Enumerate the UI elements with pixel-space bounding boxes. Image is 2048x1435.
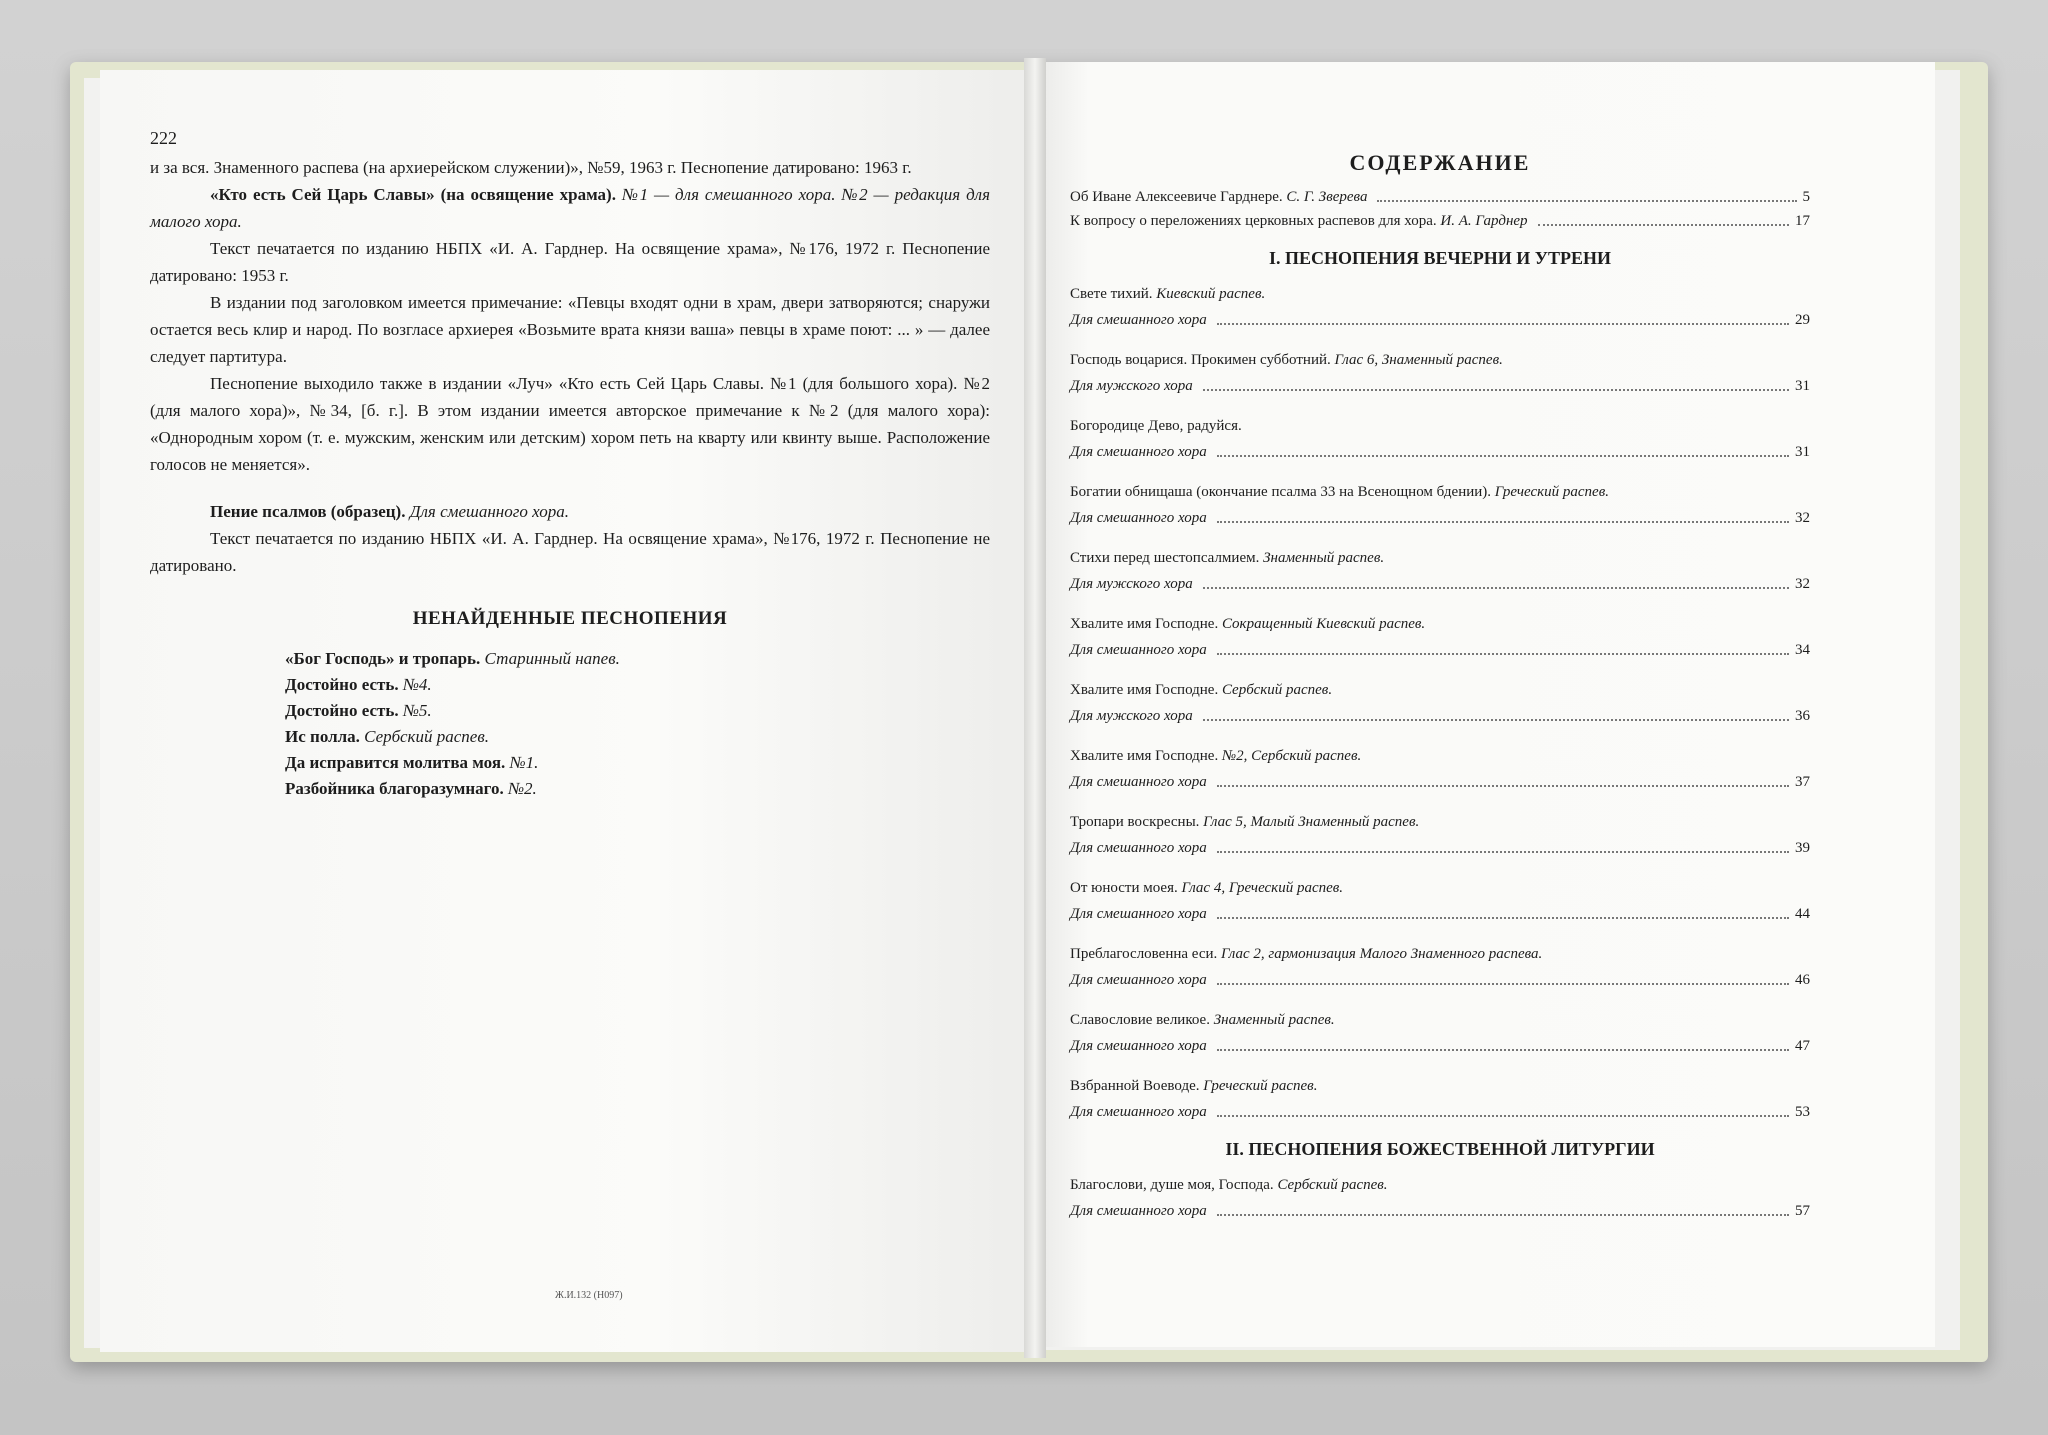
entry-title: Об Иване Алексеевиче Гарднере. <box>1070 189 1283 205</box>
page-ref: 39 <box>1795 840 1810 856</box>
list-item <box>285 750 990 776</box>
page-ref: 34 <box>1795 642 1810 658</box>
paragraph <box>150 154 990 181</box>
list-item <box>285 698 990 724</box>
leader-dots <box>1217 455 1789 457</box>
entry-choir: Для смешанного хора <box>1070 840 1207 856</box>
item-title: Разбойника благоразумнаго. <box>285 779 504 798</box>
page-ref: 32 <box>1795 576 1810 592</box>
paragraph <box>150 181 990 235</box>
item-note: Сербский распев. <box>359 727 489 746</box>
entry-title-line <box>1070 743 1810 769</box>
leader-dots <box>1217 1049 1789 1051</box>
entry-title-line <box>1070 281 1810 307</box>
entry-sub-line <box>1070 637 1810 663</box>
leader-dots <box>1217 1115 1789 1117</box>
entry-chant: Греческий распев. <box>1199 1078 1318 1094</box>
entry-title: От юности моея. <box>1070 880 1178 896</box>
section-list <box>1070 1172 1810 1224</box>
leader-dots <box>1217 917 1789 919</box>
item-note: №4. <box>398 675 432 694</box>
entry-author: С. Г. Зверева <box>1282 189 1368 205</box>
toc-entry <box>1070 1172 1810 1224</box>
list-item <box>285 672 990 698</box>
item-title: Достойно есть. <box>285 701 399 720</box>
entry-title-line <box>1070 875 1810 901</box>
entry-choir: Для мужского хора <box>1070 378 1193 394</box>
list-item <box>285 776 990 802</box>
entry-choir: Для смешанного хора <box>1070 510 1207 526</box>
entry-title: Господь воцарися. Прокимен субботний. <box>1070 352 1331 368</box>
leader-dots <box>1217 785 1789 787</box>
toc-entry <box>1070 677 1810 729</box>
leader-dots <box>1538 224 1789 226</box>
table-of-contents <box>1070 150 1810 1238</box>
toc-entry <box>1070 413 1810 465</box>
page-number: 222 <box>150 128 177 148</box>
entry-title: Благослови, душе моя, Господа. <box>1070 1177 1274 1193</box>
entry-sub-line <box>1070 901 1810 927</box>
toc-entry <box>1070 1073 1810 1125</box>
toc-intro <box>1070 186 1810 234</box>
toc-entry <box>1070 809 1810 861</box>
entry-title: Взбранной Воеводе. <box>1070 1078 1200 1094</box>
entry-choir: Для смешанного хора <box>1070 774 1207 790</box>
entry-title-line <box>1070 611 1810 637</box>
paragraph-text: и за вся. Знаменного распева (на архиерейском служении)», №59, 1963 г. Песнопение датировано: 1963 г. <box>150 158 912 177</box>
entry-title-line <box>1070 479 1810 505</box>
page-ref: 37 <box>1795 774 1810 790</box>
entry-chant: Глас 5, Малый Знаменный распев. <box>1199 814 1420 830</box>
entry-choir: Для мужского хора <box>1070 708 1193 724</box>
leader-dots <box>1217 323 1789 325</box>
toc-entry <box>1070 210 1810 234</box>
entry-choir: Для смешанного хора <box>1070 444 1207 460</box>
section-list <box>1070 281 1810 1125</box>
entry-title: Богатии обнищаша (окончание псалма 33 на Всенощном бдении). <box>1070 484 1492 500</box>
entry-chant: Греческий распев. <box>1491 484 1609 500</box>
leader-dots <box>1217 983 1789 985</box>
entry-choir: Для смешанного хора <box>1070 1104 1207 1120</box>
entry-title: Хвалите имя Господне. <box>1070 748 1219 764</box>
entry-choir: Для смешанного хора <box>1070 972 1207 988</box>
entry-note: №1 — для смешанного хора. №2 — редакция для малого хора. <box>150 185 990 231</box>
section-title: I. ПЕСНОПЕНИЯ ВЕЧЕРНИ И УТРЕНИ <box>1269 248 1611 268</box>
leader-dots <box>1217 1214 1789 1216</box>
entry-title-line <box>1070 545 1810 571</box>
entry-choir: Для смешанного хора <box>1070 642 1207 658</box>
entry-title: Пение псалмов (образец). <box>210 502 406 521</box>
page-ref: 17 <box>1795 213 1810 229</box>
list-item <box>285 646 990 672</box>
entry-title: К вопросу о переложениях церковных распевов для хора. <box>1070 213 1437 229</box>
toc-entry <box>1070 611 1810 663</box>
leader-dots <box>1217 851 1789 853</box>
left-page-text <box>150 125 990 802</box>
entry-title: Тропари воскресны. <box>1070 814 1200 830</box>
leader-dots <box>1377 200 1796 202</box>
entry-sub-line <box>1070 1198 1810 1224</box>
page-ref: 57 <box>1795 1203 1810 1219</box>
entry-title-line <box>1070 413 1810 439</box>
leader-dots <box>1203 587 1789 589</box>
entry-sub-line <box>1070 769 1810 795</box>
entry-choir: Для мужского хора <box>1070 576 1193 592</box>
leader-dots <box>1217 653 1789 655</box>
page-ref: 53 <box>1795 1104 1810 1120</box>
paragraph: В издании под заголовком имеется примечание: «Певцы входят одни в храм, двери затворяются; снаружи остается весь клир и народ. По возгласе архиерея «Возьмите врата князи ваша» певцы в храме поют: ... » — далее следует партитура. <box>150 293 990 366</box>
entry-chant: Сербский распев. <box>1273 1177 1388 1193</box>
item-title: Да исправится молитва моя. <box>285 753 506 772</box>
entry-sub-line <box>1070 571 1810 597</box>
page-ref: 46 <box>1795 972 1810 988</box>
entry-choir: Для смешанного хора <box>1070 906 1207 922</box>
toc-title: СОДЕРЖАНИЕ <box>1349 150 1531 175</box>
entry-title-line <box>1070 1073 1810 1099</box>
item-title: Ис полла. <box>285 727 360 746</box>
entry-title: Преблагословенна еси. <box>1070 946 1218 962</box>
section-heading: НЕНАЙДЕННЫЕ ПЕСНОПЕНИЯ <box>412 608 728 629</box>
entry-chant: Знаменный распев. <box>1259 550 1385 566</box>
item-title: Достойно есть. <box>285 675 399 694</box>
entry-title: Стихи перед шестопсалмием. <box>1070 550 1260 566</box>
toc-entry <box>1070 186 1810 210</box>
entry-sub-line <box>1070 1033 1810 1059</box>
toc-entry <box>1070 1007 1810 1059</box>
item-note: №1. <box>505 753 539 772</box>
toc-entry <box>1070 347 1810 399</box>
page-ref: 36 <box>1795 708 1810 724</box>
paragraph: Текст печатается по изданию НБПХ «И. А. Гарднер. На освящение храма», №176, 1972 г. Песнопение не датировано. <box>150 529 990 575</box>
entry-chant: Сербский распев. <box>1218 682 1333 698</box>
lost-items-list <box>150 646 990 802</box>
page-ref: 29 <box>1795 312 1810 328</box>
toc-entry <box>1070 281 1810 333</box>
entry-title-line <box>1070 809 1810 835</box>
paragraph: Текст печатается по изданию НБПХ «И. А. Гарднер. На освящение храма», №176, 1972 г. Песнопение датировано: 1953 г. <box>150 239 990 285</box>
entry-choir: Для смешанного хора <box>1070 1038 1207 1054</box>
entry-chant: Глас 6, Знаменный распев. <box>1330 352 1503 368</box>
entry-sub-line <box>1070 505 1810 531</box>
entry-title: Богородице Дево, радуйся. <box>1070 418 1242 434</box>
entry-sub-line <box>1070 1099 1810 1125</box>
entry-title: Свете тихий. <box>1070 286 1153 302</box>
item-title: «Бог Господь» и тропарь. <box>285 649 481 668</box>
entry-sub-line <box>1070 835 1810 861</box>
paragraph: Песнопение выходило также в издании «Луч» «Кто есть Сей Царь Славы. №1 (для большого хора). №2 (для малого хора)», №34, [б. г.]. В этом издании имеется авторское примечание к №2 (для малого хора): «Однородным хором (т. е. мужским, женским или детским) хором петь на кварту или квинту выше. Расположение голосов не меняется». <box>150 374 990 474</box>
entry-title-line <box>1070 1172 1810 1198</box>
entry-note: Для смешанного хора. <box>405 502 569 521</box>
entry-title-line <box>1070 677 1810 703</box>
toc-entry <box>1070 479 1810 531</box>
book-spine <box>1024 58 1046 1358</box>
item-note: №5. <box>398 701 432 720</box>
toc-entry <box>1070 743 1810 795</box>
entry-title-line <box>1070 941 1810 967</box>
printing-code: Ж.И.132 (Н097) <box>555 1290 623 1301</box>
leader-dots <box>1203 389 1789 391</box>
entry-title: Славословие великое. <box>1070 1012 1210 1028</box>
entry-title: «Кто есть Сей Царь Славы» (на освящение храма). <box>210 185 616 204</box>
entry-title: Хвалите имя Господне. <box>1070 616 1219 632</box>
entry-chant: Знаменный распев. <box>1209 1012 1335 1028</box>
entry-chant: Киевский распев. <box>1152 286 1266 302</box>
entry-title: Хвалите имя Господне. <box>1070 682 1219 698</box>
page-ref: 47 <box>1795 1038 1810 1054</box>
entry-title-line <box>1070 1007 1810 1033</box>
item-note: Старинный напев. <box>480 649 620 668</box>
entry-sub-line <box>1070 967 1810 993</box>
page-ref: 31 <box>1795 378 1810 394</box>
entry-choir: Для смешанного хора <box>1070 1203 1207 1219</box>
toc-entry <box>1070 545 1810 597</box>
entry-author: И. А. Гарднер <box>1436 213 1528 229</box>
leader-dots <box>1203 719 1789 721</box>
page-ref: 44 <box>1795 906 1810 922</box>
list-item <box>285 724 990 750</box>
section-title: II. ПЕСНОПЕНИЯ БОЖЕСТВЕННОЙ ЛИТУРГИИ <box>1225 1139 1655 1159</box>
toc-entry <box>1070 941 1810 993</box>
page-ref: 5 <box>1802 189 1810 205</box>
item-note: №2. <box>503 779 537 798</box>
entry-chant: №2, Сербский распев. <box>1218 748 1362 764</box>
entry-title-line <box>1070 347 1810 373</box>
entry-sub-line <box>1070 373 1810 399</box>
entry-sub-line <box>1070 703 1810 729</box>
entry-sub-line <box>1070 307 1810 333</box>
paragraph <box>150 498 990 525</box>
page-ref: 31 <box>1795 444 1810 460</box>
entry-chant: Сокращенный Киевский распев. <box>1218 616 1426 632</box>
entry-sub-line <box>1070 439 1810 465</box>
toc-entry <box>1070 875 1810 927</box>
entry-chant: Глас 4, Греческий распев. <box>1177 880 1344 896</box>
page-ref: 32 <box>1795 510 1810 526</box>
entry-chant: Глас 2, гармонизация Малого Знаменного распева. <box>1217 946 1543 962</box>
entry-choir: Для смешанного хора <box>1070 312 1207 328</box>
leader-dots <box>1217 521 1789 523</box>
